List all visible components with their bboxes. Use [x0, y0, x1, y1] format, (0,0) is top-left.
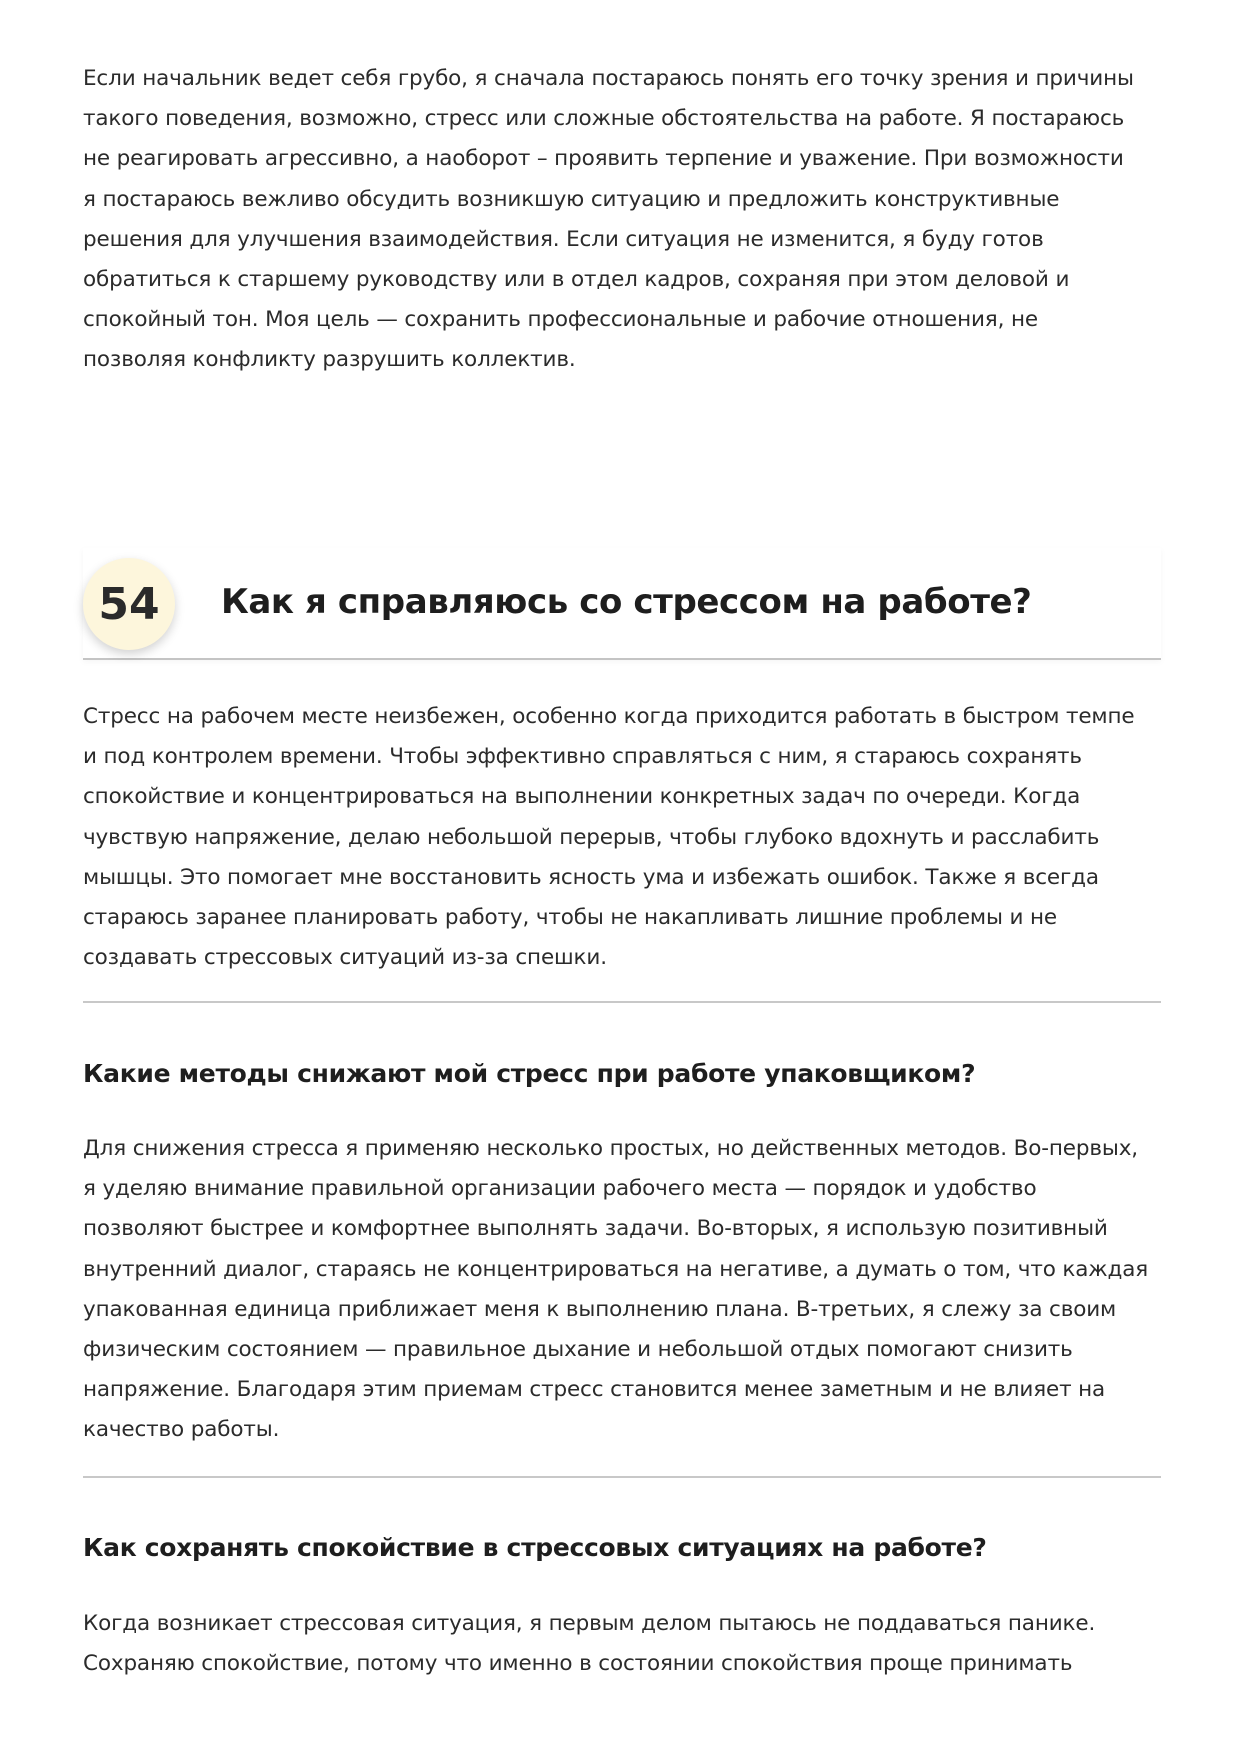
text-line: такого поведения, возможно, стресс или сложные обстоятельства на работе. Я постараюсь	[83, 106, 1125, 132]
subsection-paragraph	[83, 1129, 1163, 1451]
text-line: Если начальник ведет себя грубо, я сначала постараюсь понять его точку зрения и причины	[83, 66, 1134, 91]
text-line: мышцы. Это помогает мне восстановить ясность ума и избежать ошибок. Также я всегда	[83, 864, 1099, 890]
text-line: Сохраняю спокойствие, потому что именно в состоянии спокойствия проще принимать	[83, 1651, 1073, 1677]
text-line: физическим состоянием — правильное дыхание и небольшой отдых помогают снизить	[83, 1337, 1073, 1363]
question-title: Как я справляюсь со стрессом на работе?	[221, 582, 1032, 622]
text-line: создавать стрессовых ситуаций из-за спешки.	[83, 945, 607, 971]
text-line: я постараюсь вежливо обсудить возникшую ситуацию и предложить конструктивные	[83, 186, 1060, 212]
text-line: и под контролем времени. Чтобы эффективно справляться с ним, я стараюсь сохранять	[83, 744, 1082, 770]
question-number-badge: 54	[83, 558, 175, 650]
section-divider	[83, 1476, 1161, 1478]
text-line: качество работы.	[83, 1417, 280, 1443]
subsection-heading: Как сохранять спокойствие в стрессовых ситуациях на работе?	[83, 1533, 987, 1562]
subsection-paragraph	[83, 1604, 1163, 1684]
subsection-heading: Какие методы снижают мой стресс при работе упаковщиком?	[83, 1059, 976, 1088]
section-divider	[83, 1001, 1161, 1003]
text-line: позволяя конфликту разрушить коллектив.	[83, 347, 576, 373]
text-line: спокойный тон. Моя цель — сохранить профессиональные и рабочие отношения, не	[83, 307, 1038, 333]
text-line: обратиться к старшему руководству или в отдел кадров, сохраняя при этом деловой и	[83, 267, 1070, 293]
text-line: не реагировать агрессивно, а наоборот – проявить терпение и уважение. При возможности	[83, 146, 1124, 172]
question-header	[83, 548, 1161, 660]
text-line: стараюсь заранее планировать работу, чтобы не накапливать лишние проблемы и не	[83, 905, 1057, 931]
text-line: я уделяю внимание правильной организации рабочего места — порядок и удобство	[83, 1176, 1037, 1202]
text-line: позволяют быстрее и комфортнее выполнять задачи. Во-вторых, я использую позитивный	[83, 1216, 1108, 1242]
intro-paragraph	[83, 59, 1163, 381]
text-line: упакованная единица приближает меня к выполнению плана. В-третьих, я слежу за своим	[83, 1296, 1117, 1322]
text-line: спокойствие и концентрироваться на выполнении конкретных задач по очереди. Когда	[83, 784, 1081, 810]
text-line: решения для улучшения взаимодействия. Если ситуация не изменится, я буду готов	[83, 226, 1044, 252]
text-line: чувствую напряжение, делаю небольшой перерыв, чтобы глубоко вдохнуть и расслабить	[83, 824, 1100, 850]
text-line: Когда возникает стрессовая ситуация, я первым делом пытаюсь не поддаваться панике.	[83, 1611, 1096, 1636]
text-line: внутренний диалог, стараясь не концентрироваться на негативе, а думать о том, что каждая	[83, 1256, 1149, 1282]
text-line: Стресс на рабочем месте неизбежен, особенно когда приходится работать в быстром темпе	[83, 704, 1135, 729]
answer-paragraph	[83, 697, 1163, 978]
text-line: Для снижения стресса я применяю несколько простых, но действенных методов. Во-первых,	[83, 1136, 1138, 1161]
text-line: напряжение. Благодаря этим приемам стресс становится менее заметным и не влияет на	[83, 1377, 1106, 1403]
